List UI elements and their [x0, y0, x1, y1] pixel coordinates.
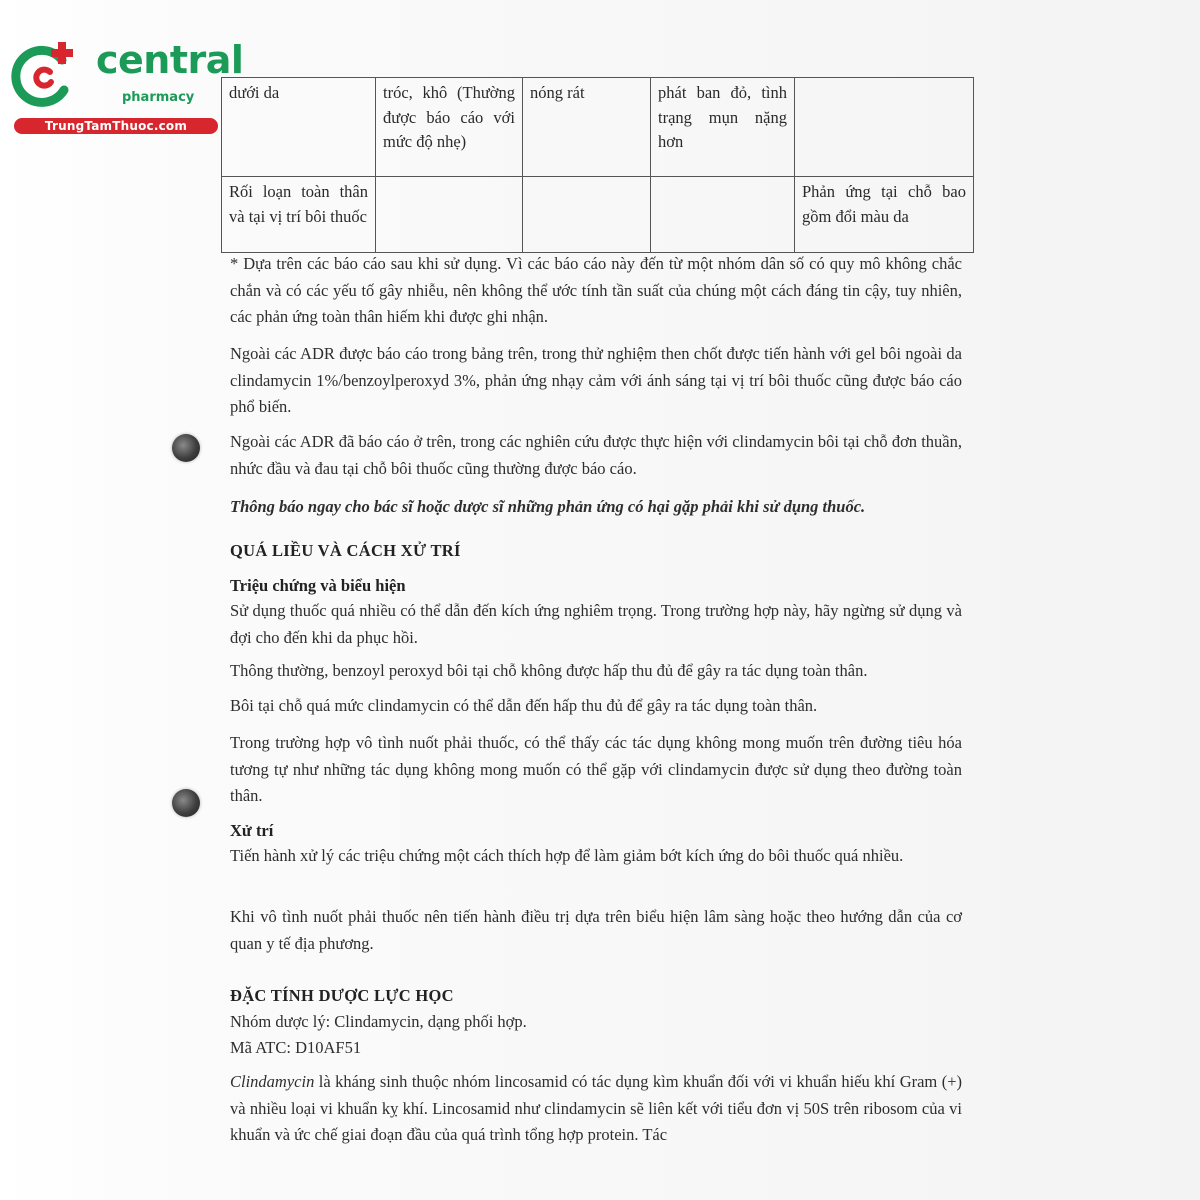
pharmacologic-group: Nhóm dược lý: Clindamycin, dạng phối hợp.	[230, 1012, 527, 1031]
logo-url[interactable]: TrungTamThuoc.com	[14, 118, 218, 134]
symptoms-paragraph-3: Bôi tại chỗ quá mức clindamycin có thể dẫn đến hấp thu đủ để gây ra tác dụng toàn thân.	[230, 696, 818, 715]
table-cell: Rối loạn toàn thân và tại vị trí bôi thuốc	[222, 177, 376, 253]
table-cell	[795, 78, 974, 177]
table-footnote: * Dựa trên các báo cáo sau khi sử dụng. Vì các báo cáo này đến từ một nhóm dân số có quy mô không chắc chắn và có các yếu tố gây nhiễu, nên không thể ước tính tần suất của chúng một cách đáng tin cậy, tuy nhiên, các phản ứng toàn thân hiếm khi được ghi nhận.	[230, 254, 962, 326]
treatment-paragraph-2: Khi vô tình nuốt phải thuốc nên tiến hành điều trị dựa trên biểu hiện lâm sàng hoặc theo hướng dẫn của cơ quan y tế địa phương.	[230, 907, 962, 953]
description-text: là kháng sinh thuộc nhóm lincosamid có tác dụng kìm khuẩn đối với vi khuẩn hiếu khí Gram (+) và nhiều loại vi khuẩn kỵ khí. Lincosamid như clindamycin sẽ liên kết với tiểu đơn vị 50S trên ribosom của vi khuẩn và ức chế giai đoạn đầu của quá trình tổng hợp protein. Tác	[230, 1072, 962, 1144]
adr-notice: Thông báo ngay cho bác sĩ hoặc dược sĩ những phản ứng có hại gặp phải khi sử dụng thuốc.	[230, 497, 866, 516]
treatment-subheading: Xử trí	[230, 821, 274, 840]
table-cell: Phản ứng tại chỗ bao gồm đổi màu da	[795, 177, 974, 253]
table-row	[222, 177, 974, 253]
symptoms-paragraph-2: Thông thường, benzoyl peroxyd bôi tại chỗ không được hấp thu đủ để gây ra tác dụng toàn thân.	[230, 661, 868, 680]
central-pharmacy-logo[interactable]	[10, 36, 244, 136]
treatment-paragraph-1: Tiến hành xử lý các triệu chứng một cách thích hợp để làm giảm bớt kích ứng do bôi thuốc quá nhiều.	[230, 846, 904, 865]
symptoms-paragraph-4: Trong trường hợp vô tình nuốt phải thuốc, có thể thấy các tác dụng không mong muốn trên đường tiêu hóa tương tự như những tác dụng không mong muốn có thể gặp với clindamycin được sử dụng theo đường toàn thân.	[230, 733, 962, 805]
punch-hole-top	[172, 434, 200, 462]
atc-code: Mã ATC: D10AF51	[230, 1038, 362, 1057]
table-cell	[651, 177, 795, 253]
symptoms-subheading: Triệu chứng và biểu hiện	[230, 576, 406, 595]
overdose-heading: QUÁ LIỀU VÀ CÁCH XỬ TRÍ	[230, 541, 461, 560]
adr-paragraph-2: Ngoài các ADR đã báo cáo ở trên, trong các nghiên cứu được thực hiện với clindamycin bôi tại chỗ đơn thuần, nhức đầu và đau tại chỗ bôi thuốc cũng thường được báo cáo.	[230, 432, 962, 478]
drug-name: Clindamycin	[230, 1072, 315, 1091]
logo-subtitle: pharmacy	[122, 90, 195, 105]
logo-name: central	[96, 38, 244, 82]
pharmacodynamics-heading: ĐẶC TÍNH DƯỢC LỰC HỌC	[230, 986, 454, 1005]
adr-paragraph-1: Ngoài các ADR được báo cáo trong bảng trên, trong thử nghiệm then chốt được tiến hành với gel bôi ngoài da clindamycin 1%/benzoylperoxyd 3%, phản ứng nhạy cảm với ánh sáng tại vị trí bôi thuốc cũng được báo cáo phổ biến.	[230, 344, 962, 416]
adr-table	[221, 77, 974, 253]
table-cell: tróc, khô (Thường được báo cáo với mức độ nhẹ)	[376, 78, 523, 177]
table-cell: dưới da	[222, 78, 376, 177]
table-cell	[523, 177, 651, 253]
punch-hole-bottom	[172, 789, 200, 817]
table-cell: phát ban đỏ, tình trạng mụn nặng hơn	[651, 78, 795, 177]
table-cell: nóng rát	[523, 78, 651, 177]
table-cell	[376, 177, 523, 253]
symptoms-paragraph-1: Sử dụng thuốc quá nhiều có thể dẫn đến kích ứng nghiêm trọng. Trong trường hợp này, hãy ngừng sử dụng và đợi cho đến khi da phục hồi.	[230, 601, 962, 647]
clindamycin-description	[230, 1069, 962, 1149]
pharmacy-cross-logo-icon	[10, 40, 82, 112]
table-row	[222, 78, 974, 177]
